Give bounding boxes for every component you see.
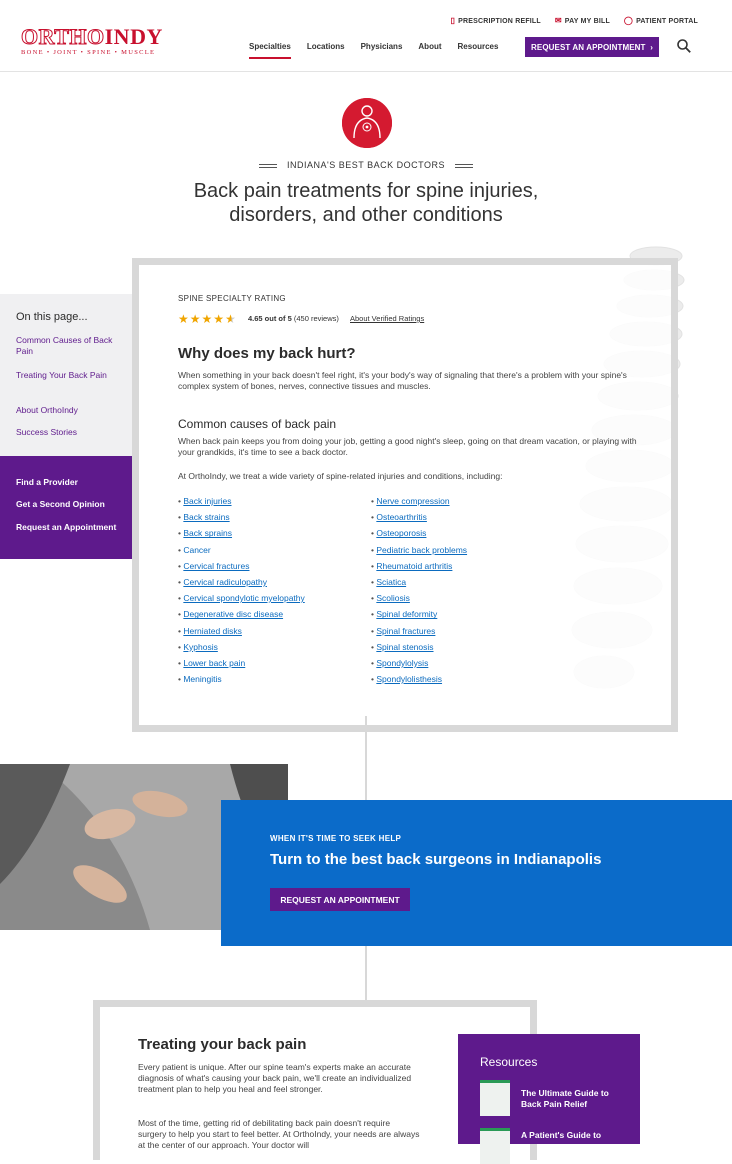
treating-paragraph-1: Every patient is unique. After our spine team's experts make an accurate diagnosis of what's causing your back pain, we'll create an individualized treatment plan to help you heal and feel stronger. (138, 1062, 412, 1094)
on-this-page-sidebar (0, 294, 132, 456)
second-opinion-link[interactable]: Get a Second Opinion (16, 499, 105, 509)
pay-my-bill-link[interactable]: ✉ PAY MY BILL (554, 16, 610, 25)
nav-specialties[interactable]: Specialties (249, 42, 291, 57)
condition-link[interactable]: • Degenerative disc disease (178, 608, 305, 624)
logo-tagline: BONE • JOINT • SPINE • MUSCLE (21, 49, 156, 56)
why-heading: Why does my back hurt? (178, 345, 356, 362)
star-icon: ★ (178, 312, 189, 326)
prescription-icon: ▯ (450, 16, 456, 25)
condition-link[interactable]: • Herniated disks (178, 625, 305, 641)
treat-intro-paragraph: At OrthoIndy, we treat a wide variety of spine-related injuries and conditions, including: (178, 471, 503, 481)
condition-link[interactable]: • Spondylolisthesis (371, 673, 467, 689)
connector-line (365, 716, 367, 810)
utility-nav (451, 16, 698, 25)
site-header (0, 0, 732, 72)
resource-link[interactable]: The Ultimate Guide to Back Pain Relief (521, 1088, 609, 1109)
condition-link[interactable]: • Osteoarthritis (371, 511, 467, 527)
treating-paragraph-2: Most of the time, getting rid of debilitating back pain doesn't require surgery to help you start to feel better. At OrthoIndy, your needs are always at the center of our approach. Your doctor will (138, 1118, 420, 1150)
guide-thumbnail[interactable] (480, 1128, 510, 1164)
search-icon[interactable] (677, 39, 691, 53)
patient-portal-link[interactable]: ◯ PATIENT PORTAL (623, 16, 698, 25)
sidebar-link-common-causes[interactable]: Common Causes of Back Pain (16, 335, 113, 356)
nav-locations[interactable]: Locations (306, 42, 345, 51)
sidebar-actions (0, 456, 132, 559)
star-icon: ★ (201, 312, 213, 326)
condition-link[interactable]: • Meningitis (178, 673, 305, 689)
hero-eyebrow: INDIANA'S BEST BACK DOCTORS (0, 160, 732, 170)
sidebar-link-about[interactable]: About OrthoIndy (16, 405, 78, 415)
nav-about[interactable]: About (418, 42, 442, 51)
sidebar-link-treating[interactable]: Treating Your Back Pain (16, 370, 107, 380)
condition-link[interactable]: • Pediatric back problems (371, 544, 467, 560)
rating-label: SPINE SPECIALTY RATING (178, 294, 286, 303)
find-provider-link[interactable]: Find a Provider (16, 477, 78, 487)
conditions-list-left (178, 495, 305, 689)
logo-ortho: ORTHO (21, 24, 105, 49)
condition-link[interactable]: • Back strains (178, 511, 305, 527)
condition-link[interactable]: • Cervical fractures (178, 560, 305, 576)
star-icon: ★ (213, 312, 225, 326)
main-nav (249, 42, 514, 57)
why-paragraph: When something in your back doesn't feel right, it's your body's way of signaling that there's a problem with your spine's complex system of bones, nerves, connective tissues and muscles. (178, 370, 627, 391)
condition-link[interactable]: • Sciatica (371, 576, 467, 592)
nav-resources[interactable]: Resources (457, 42, 499, 51)
condition-link[interactable]: • Cervical radiculopathy (178, 576, 305, 592)
condition-link[interactable]: • Spondylolysis (371, 657, 467, 673)
request-appointment-button[interactable]: REQUEST AN APPOINTMENT › (525, 37, 659, 57)
orthoindy-logo[interactable] (21, 26, 163, 56)
common-causes-heading: Common causes of back pain (178, 417, 337, 431)
condition-link[interactable]: • Spinal stenosis (371, 641, 467, 657)
star-rating (178, 312, 236, 326)
condition-link[interactable]: • Kyphosis (178, 641, 305, 657)
rating-score: 4.65 out of 5 (450 reviews) (248, 314, 339, 323)
condition-link[interactable]: • Back injuries (178, 495, 305, 511)
treating-heading: Treating your back pain (138, 1036, 307, 1053)
chevron-right-icon: › (650, 42, 653, 52)
condition-link[interactable]: • Scoliosis (371, 592, 467, 608)
conditions-list-right (371, 495, 467, 689)
condition-link[interactable]: • Cancer (178, 544, 305, 560)
seek-help-banner (221, 800, 732, 946)
page-title: Back pain treatments for spine injuries, disorders, and other conditions (193, 180, 539, 226)
sidebar-link-success[interactable]: Success Stories (16, 427, 77, 437)
resources-panel (458, 1034, 640, 1144)
condition-link[interactable]: • Spinal deformity (371, 608, 467, 624)
cta-eyebrow: WHEN IT'S TIME TO SEEK HELP (270, 834, 402, 843)
nav-physicians[interactable]: Physicians (360, 42, 403, 51)
condition-link[interactable]: • Lower back pain (178, 657, 305, 673)
eyebrow-dash-left (259, 164, 277, 168)
resources-title: Resources (480, 1055, 538, 1069)
star-icon: ★ (189, 312, 201, 326)
common-causes-paragraph: When back pain keeps you from doing your job, getting a good night's sleep, going on that dream vacation, or playing with your grandkids, it's time to see a back doctor. (178, 436, 637, 457)
back-pain-icon (342, 98, 392, 148)
condition-link[interactable]: • Osteoporosis (371, 527, 467, 543)
condition-link[interactable]: • Spinal fractures (371, 625, 467, 641)
cta-title: Turn to the best back surgeons in Indianapolis (270, 851, 602, 868)
envelope-icon: ✉ (554, 16, 562, 25)
resource-link[interactable]: A Patient's Guide to (521, 1130, 602, 1140)
condition-link[interactable]: • Back sprains (178, 527, 305, 543)
guide-thumbnail[interactable] (480, 1080, 510, 1116)
user-icon: ◯ (623, 16, 634, 25)
eyebrow-dash-right (455, 164, 473, 168)
condition-link[interactable]: • Rheumatoid arthritis (371, 560, 467, 576)
cta-request-appointment-button[interactable]: REQUEST AN APPOINTMENT (270, 888, 410, 911)
prescription-refill-link[interactable]: ▯ PRESCRIPTION REFILL (450, 16, 541, 25)
request-appointment-link[interactable]: Request an Appointment (16, 522, 117, 532)
condition-link[interactable]: • Nerve compression (371, 495, 467, 511)
verified-ratings-link[interactable]: About Verified Ratings (350, 314, 425, 323)
on-this-page-title: On this page... (16, 311, 88, 323)
logo-indy: INDY (104, 24, 163, 49)
half-star-icon: ★ (225, 312, 236, 326)
condition-link[interactable]: • Cervical spondylotic myelopathy (178, 592, 305, 608)
